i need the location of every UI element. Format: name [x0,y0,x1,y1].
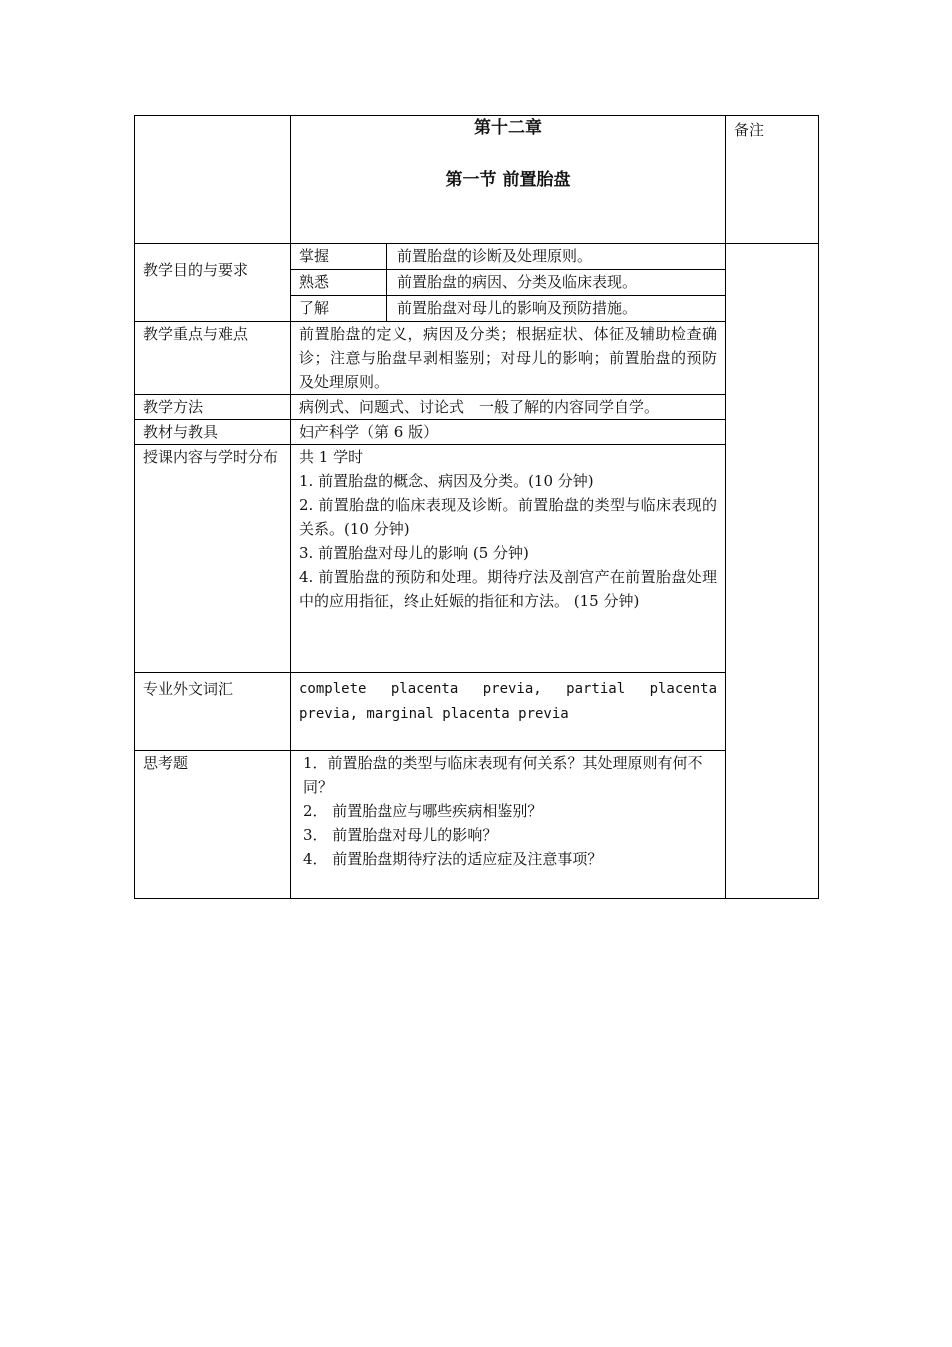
questions-cell [291,751,726,899]
objective-text: 前置胎盘的诊断及处理原则。 [387,244,726,270]
question-item: 3． 前置胎盘对母儿的影响？ [303,826,498,844]
objective-level: 掌握 [291,244,387,270]
remarks-column [726,244,819,899]
content-label: 授课内容与学时分布 [135,445,291,673]
title-cell [291,116,726,244]
questions-label: 思考题 [135,751,291,899]
objective-level: 熟悉 [291,270,387,296]
content-item: 3. 前置胎盘对母儿的影响 (5 分钟) [299,544,529,562]
vocabulary-text: complete placenta previa, partial placenta previa, marginal placenta previa [291,673,726,751]
methods-label: 教学方法 [135,395,291,420]
chapter-title: 第十二章 [474,118,542,138]
remark-label: 备注 [726,116,819,244]
content-item: 4. 前置胎盘的预防和处理。期待疗法及剖宫产在前置胎盘处理中的应用指征，终止妊娠的指征和方法。 (15 分钟) [299,568,718,610]
methods-text: 病例式、问题式、讨论式 一般了解的内容同学自学。 [291,395,726,420]
vocabulary-label: 专业外文词汇 [135,673,291,751]
objective-level: 了解 [291,296,387,322]
question-item: 4． 前置胎盘期待疗法的适应症及注意事项？ [303,850,603,868]
lesson-plan-table [134,115,819,899]
materials-label: 教材与教具 [135,420,291,445]
key-points-label: 教学重点与难点 [135,322,291,395]
header-blank-cell [135,116,291,244]
objectives-label: 教学目的与要求 [135,244,291,322]
content-row [135,445,819,673]
key-points-row [135,322,819,395]
questions-row [135,751,819,899]
methods-row [135,395,819,420]
vocabulary-row [135,673,819,751]
section-title: 第一节 前置胎盘 [445,170,571,190]
content-hours: 共 1 学时 [299,448,364,466]
objective-text: 前置胎盘的病因、分类及临床表现。 [387,270,726,296]
content-item: 2. 前置胎盘的临床表现及诊断。前置胎盘的类型与临床表现的关系。(10 分钟) [299,496,718,538]
materials-text: 妇产科学（第 6 版） [291,420,726,445]
header-row [135,116,819,244]
objective-row-master [135,244,819,270]
key-points-text: 前置胎盘的定义，病因及分类；根据症状、体征及辅助检查确诊；注意与胎盘早剥相鉴别；对母儿的影响；前置胎盘的预防及处理原则。 [291,322,726,395]
question-item: 2． 前置胎盘应与哪些疾病相鉴别？ [303,802,543,820]
content-cell [291,445,726,673]
content-item: 1. 前置胎盘的概念、病因及分类。(10 分钟) [299,472,594,490]
objective-text: 前置胎盘对母儿的影响及预防措施。 [387,296,726,322]
materials-row [135,420,819,445]
question-item: 1．前置胎盘的类型与临床表现有何关系？其处理原则有何不同？ [303,754,703,796]
